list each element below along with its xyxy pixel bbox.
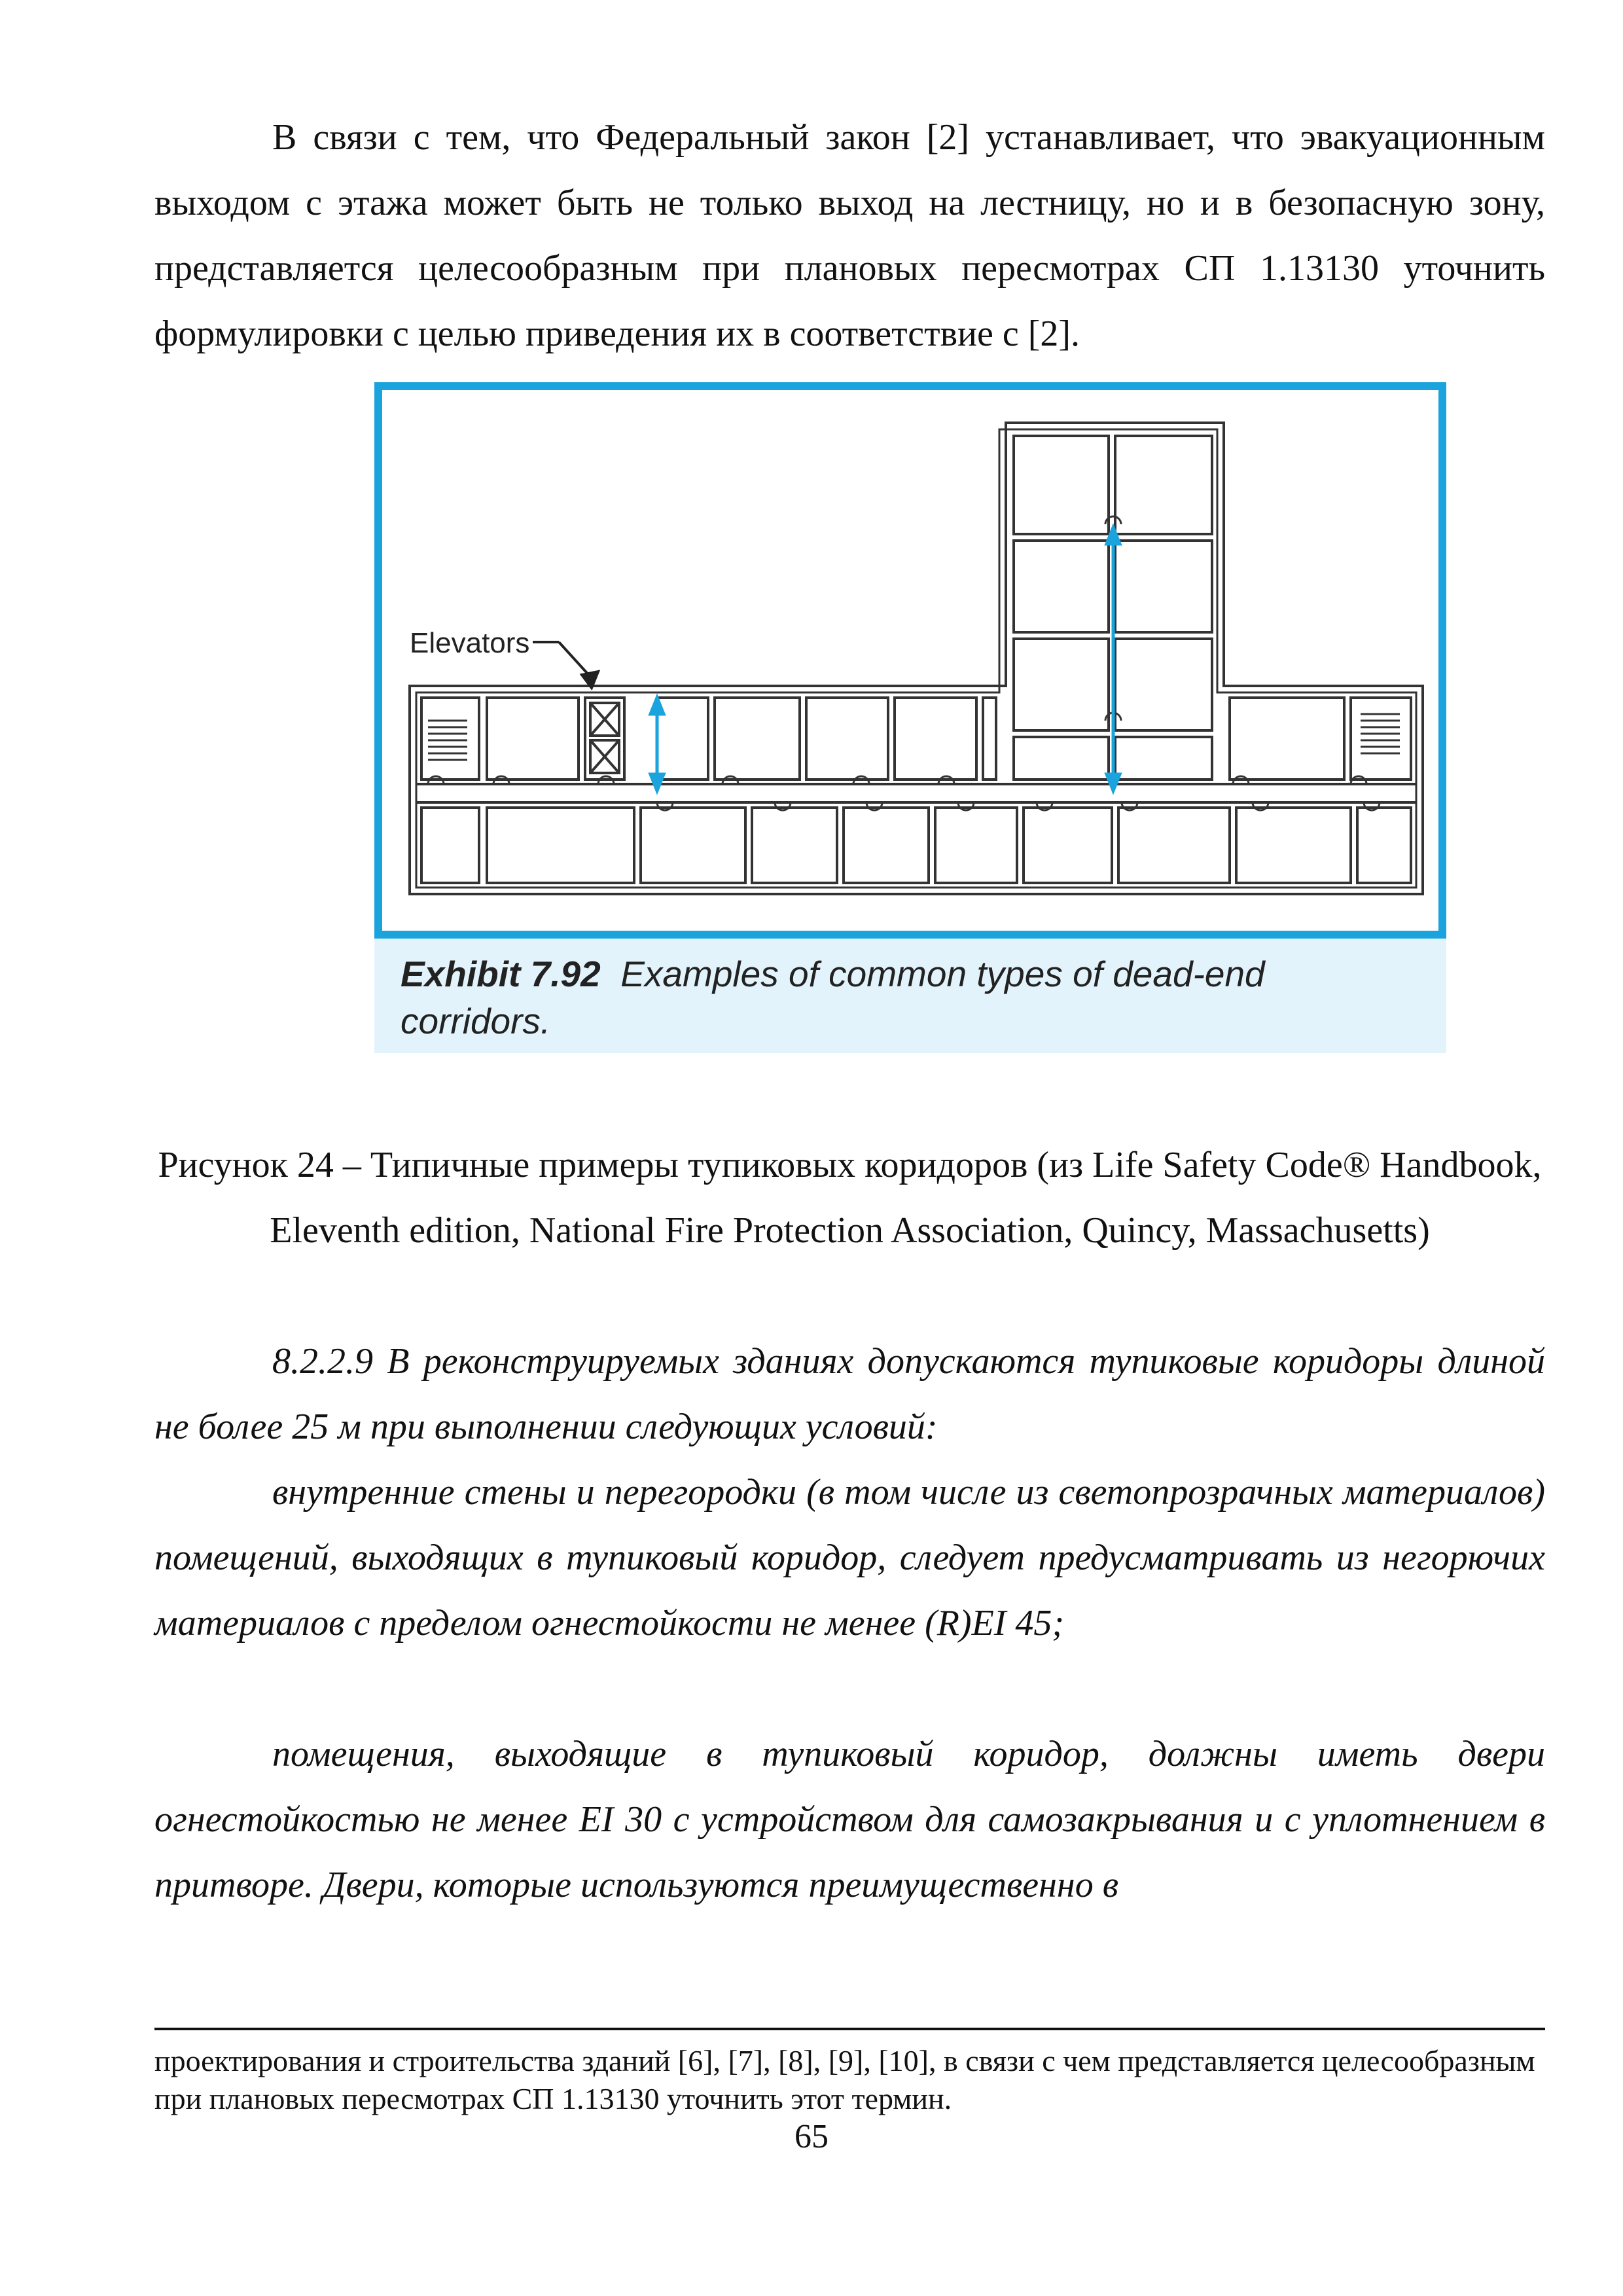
floor-plan-frame bbox=[374, 382, 1446, 939]
doors bbox=[428, 516, 1380, 810]
page-number: 65 bbox=[794, 2118, 829, 2155]
floor-plan-diagram bbox=[382, 390, 1438, 931]
clause-8-2-2-9: 8.2.2.9 В реконструируемых зданиях допускаются тупиковые коридоры длиной не более 25 м при выполнении следующих условий: bbox=[154, 1341, 1545, 1447]
building-outline bbox=[410, 423, 1423, 894]
exhibit-number: Exhibit 7.92 bbox=[401, 954, 601, 994]
footnote: проектирования и строительства зданий [6], [7], [8], [9], [10], в связи с чем представляется целесообразным при плановых пересмотрах СП 1.13130 уточнить этот термин. bbox=[154, 2044, 1535, 2115]
figure-caption: Рисунок 24 – Типичные примеры тупиковых коридоров (из Life Safety Code® Handbook, Eleventh edition, National Fire Protection Association, Quincy, Massachusetts) bbox=[158, 1145, 1542, 1251]
stair-right bbox=[1361, 714, 1400, 753]
dead-end-arrows bbox=[651, 528, 1120, 791]
stair-left bbox=[428, 721, 467, 760]
exhibit-title: Examples of common types of dead-end corridors. bbox=[401, 954, 1265, 1041]
intro-paragraph: В связи с тем, что Федеральный закон [2] устанавливает, что эвакуационным выходом с этажа может быть не только выход на лестницу, но и в безопасную зону, представляется целесообразным при плановых пересмотрах СП 1.13130 уточнить формулировки с целью приведения их в соответствие с [2]. bbox=[154, 117, 1545, 354]
footnote-divider bbox=[154, 2028, 1545, 2030]
elevator-leader bbox=[533, 642, 598, 688]
condition-walls: внутренние стены и перегородки (в том числе из светопрозрачных материалов) помещений, выходящих в тупиковый коридор, следует предусматривать из негорючих материалов с пределом огнестойкости не менее (R)EI 45; bbox=[154, 1472, 1545, 1643]
elevators-label: Elevators bbox=[410, 627, 530, 659]
exhibit-caption bbox=[374, 939, 1446, 1053]
exhibit-figure bbox=[374, 382, 1446, 1053]
condition-doors: помещения, выходящие в тупиковый коридор, должны иметь двери огнестойкостью не менее EI 30 с устройством для самозакрывания и с уплотнением в притворе. Двери, которые используются преимущественно в bbox=[154, 1734, 1545, 1905]
